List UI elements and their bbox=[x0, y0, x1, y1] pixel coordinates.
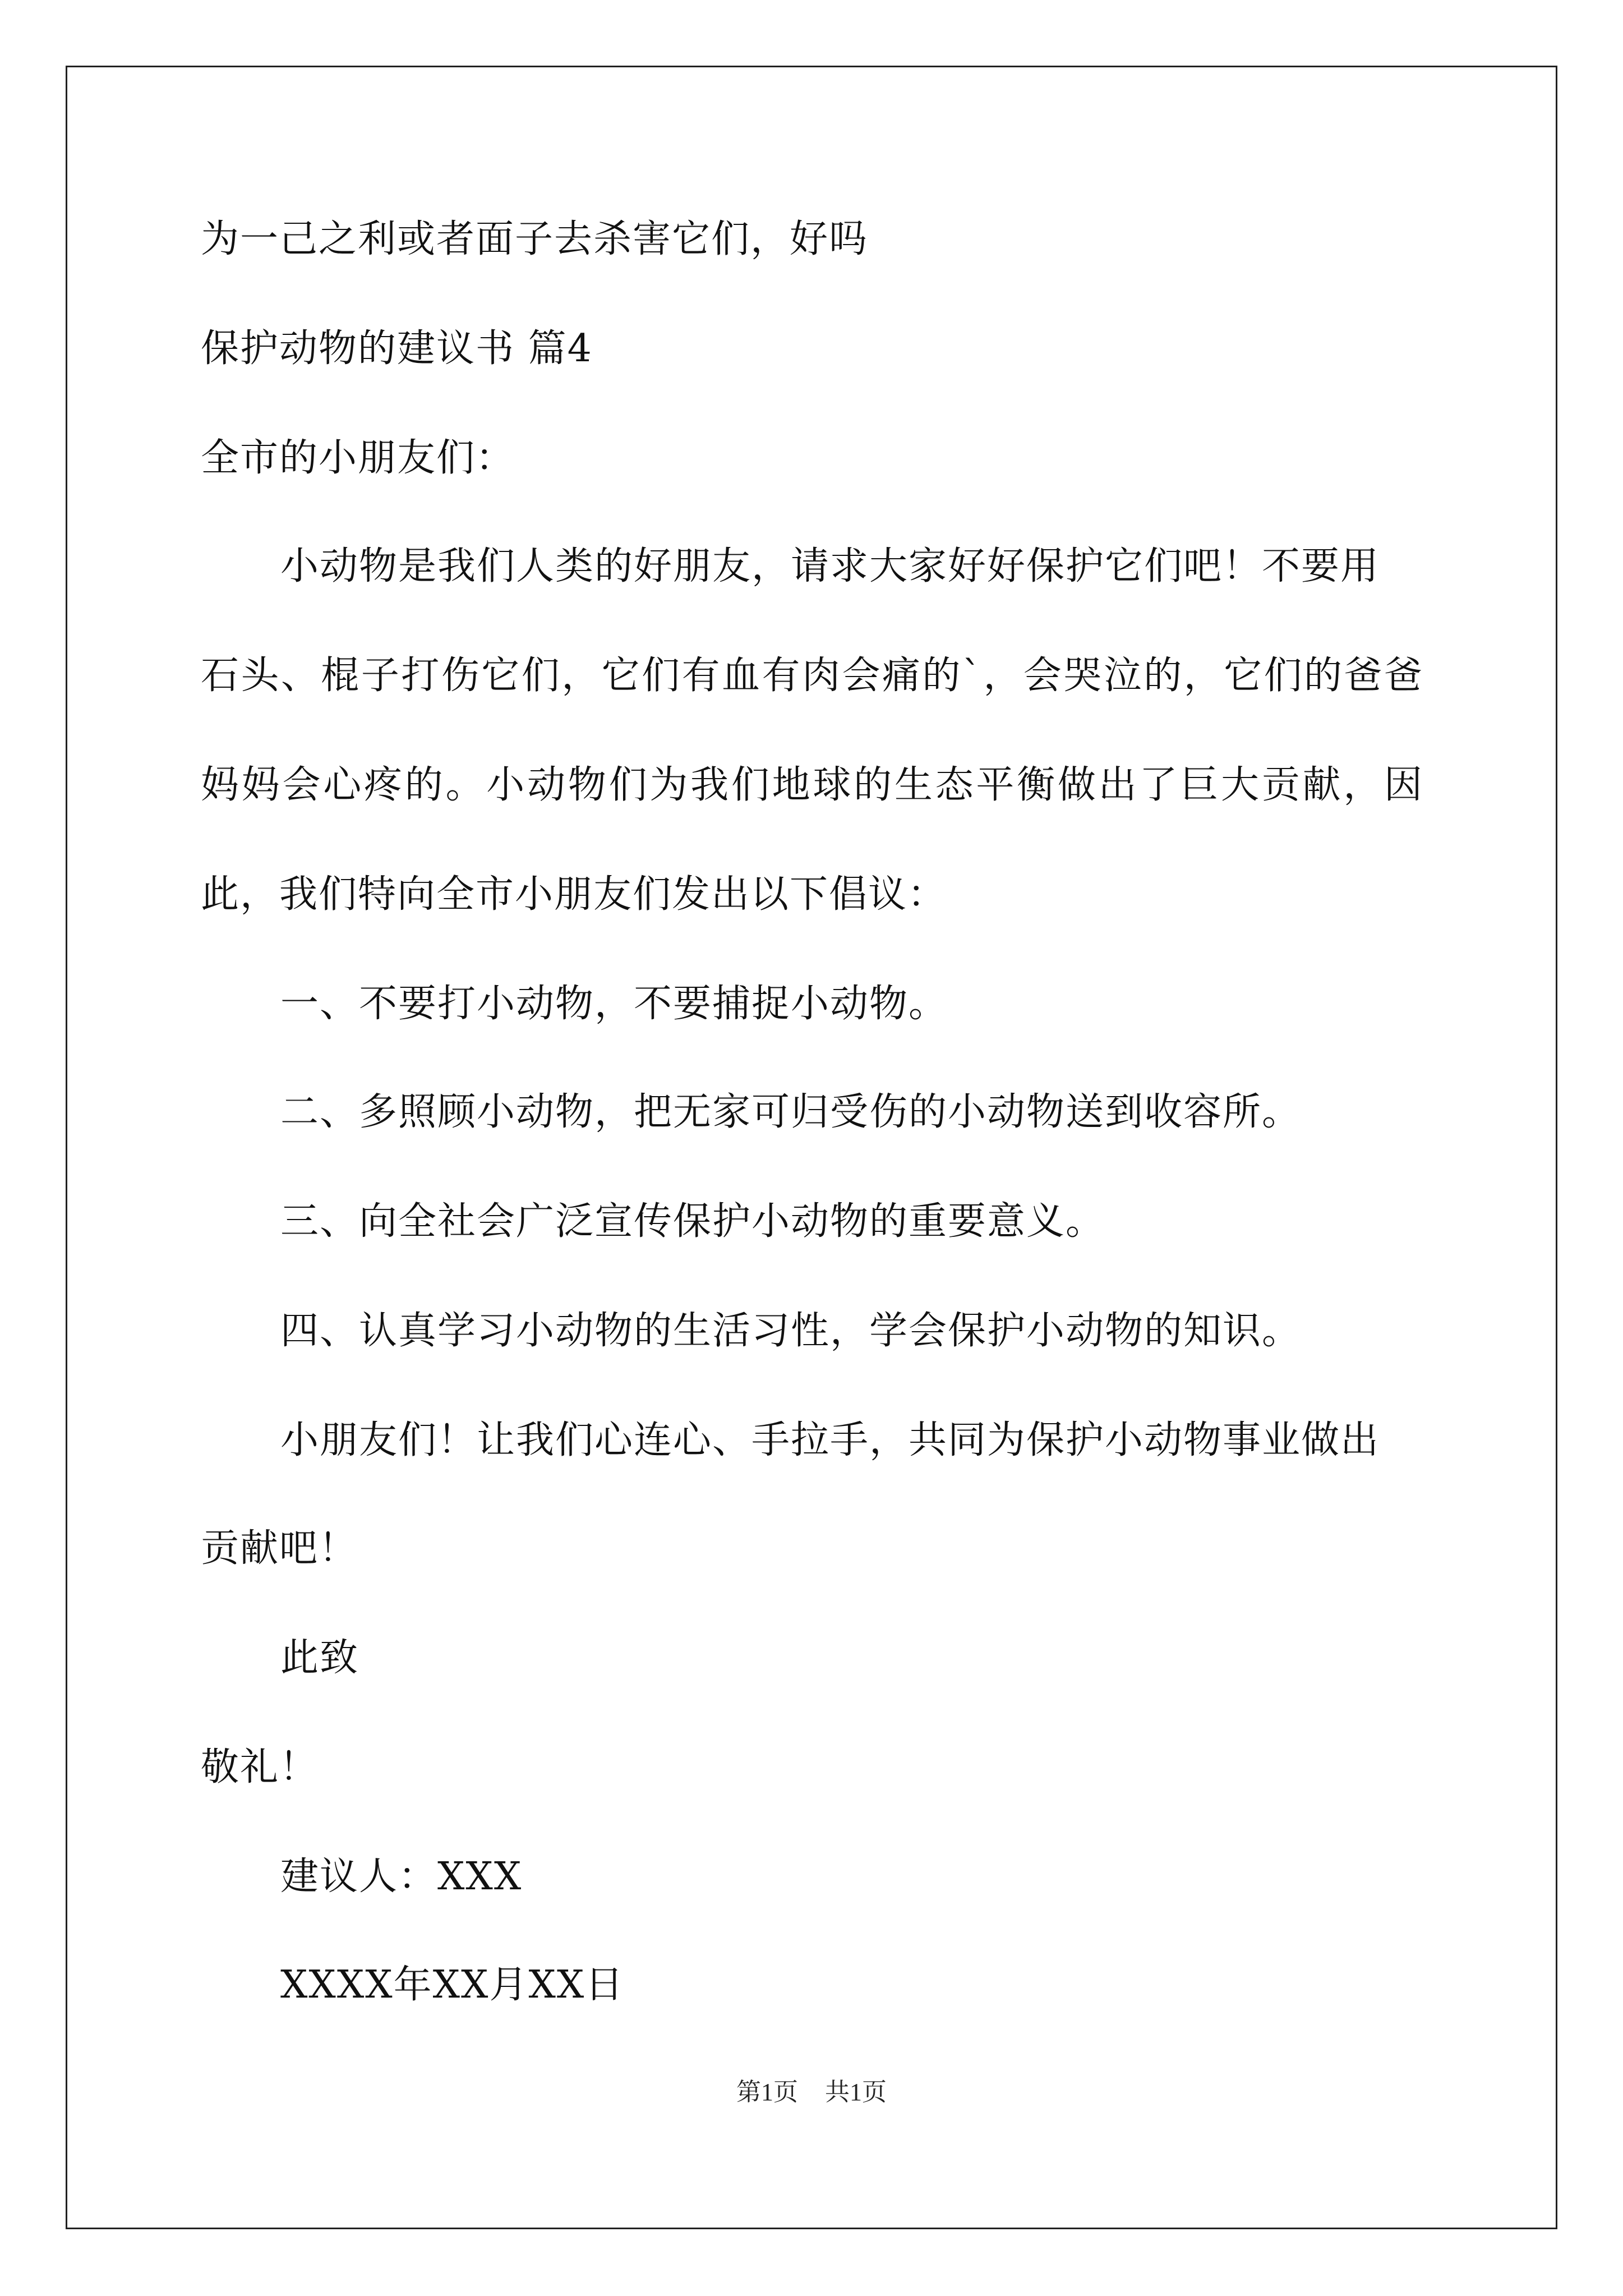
section-heading: 保护动物的建议书 篇4 bbox=[201, 326, 593, 371]
body-paragraph-line: 小动物是我们人类的好朋友，请求大家好好保护它们吧！不要用 bbox=[280, 544, 1380, 588]
closing-paragraph-line: 小朋友们！让我们心连心、手拉手，共同为保护小动物事业做出 bbox=[280, 1418, 1380, 1462]
text-line-continuation: 为一己之利或者面子去杀害它们，好吗 bbox=[201, 217, 869, 261]
page-footer bbox=[0, 2076, 1623, 2109]
page-total: 共1页 bbox=[825, 2078, 887, 2106]
salutation: 全市的小朋友们： bbox=[201, 436, 515, 480]
date-line: XXXX年XX月XX日 bbox=[280, 1963, 625, 2007]
closing-phrase: 此致 bbox=[280, 1636, 359, 1680]
page-border bbox=[66, 66, 1557, 2229]
body-paragraph-line: 妈妈会心疼的。小动物们为我们地球的生态平衡做出了巨大贡献，因 bbox=[201, 763, 1423, 807]
page-number: 第1页 bbox=[736, 2078, 798, 2106]
signature-line: 建议人：XXX bbox=[280, 1855, 523, 1899]
proposal-item: 二、多照顾小动物，把无家可归受伤的小动物送到收容所。 bbox=[280, 1090, 1302, 1134]
proposal-item: 三、向全社会广泛宣传保护小动物的重要意义。 bbox=[280, 1199, 1105, 1244]
body-paragraph-line: 此，我们特向全市小朋友们发出以下倡议： bbox=[201, 872, 947, 917]
proposal-item: 一、不要打小动物，不要捕捉小动物。 bbox=[280, 982, 948, 1026]
closing-salute: 敬礼！ bbox=[201, 1745, 319, 1789]
proposal-item: 四、认真学习小动物的生活习性，学会保护小动物的知识。 bbox=[280, 1309, 1302, 1353]
closing-paragraph-line: 贡献吧！ bbox=[201, 1526, 358, 1571]
body-paragraph-line: 石头、棍子打伤它们，它们有血有肉会痛的`，会哭泣的，它们的爸爸 bbox=[201, 654, 1423, 698]
